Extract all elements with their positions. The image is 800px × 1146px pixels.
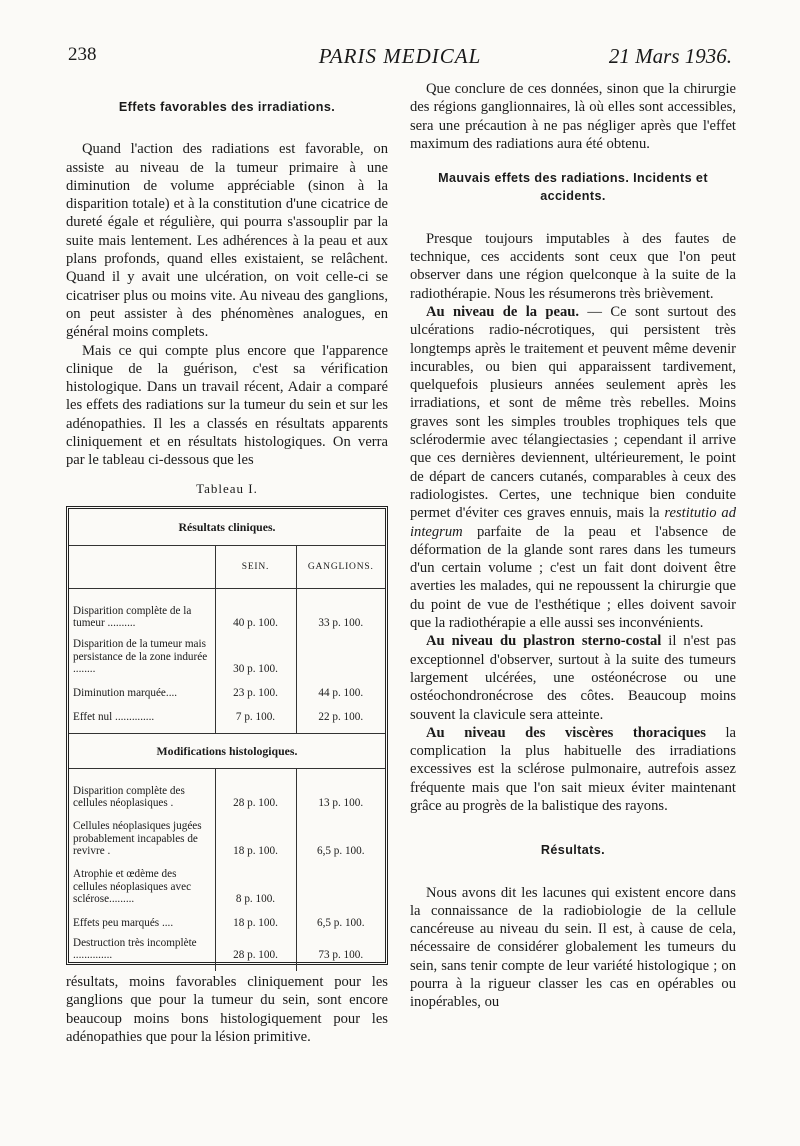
table-row: Cellules néoplasiques jugées probablement incapables de revivre . 18 p. 100. 6,5 p. 100. xyxy=(69,809,385,857)
section-title-bad-effects: Mauvais effets des radiations. Incidents et accidents. xyxy=(438,171,708,204)
issue-date: 21 Mars 1936. xyxy=(608,44,732,68)
subheading-skin: Au niveau de la peau. xyxy=(426,303,580,320)
paragraph: Quand l'action des radiations est favorable, on assiste au niveau de la tumeur primaire à une diminution de volume appréciable (sinon à la disparition totale) et à la constitution d'une cicatrice de dureté égale et régulière, qui pourra s'assouplir par la suite mais lentement. Les adhérences à la peau et aux plans profonds, quand elles existaient, se relâchent. Quand il y avait une ulcération, on voit celle-ci se cicatriser plus ou moins vite. Au niveau des ganglions, on peut assister à des phénomènes analogues, en général moins complets. xyxy=(66,141,388,341)
table-row: Effets peu marqués .... 18 p. 100. 6,5 p. 100. xyxy=(69,905,385,929)
table-row: Disparition complète de la tumeur .......... 40 p. 100. 33 p. 100. xyxy=(69,599,385,629)
table-caption: Tableau I. xyxy=(196,480,258,496)
results-table xyxy=(66,506,388,965)
table-row: Diminution marquée.... 23 p. 100. 44 p. 100. xyxy=(69,675,385,699)
table-row: Disparition complète des cellules néoplasiques . 28 p. 100. 13 p. 100. xyxy=(69,779,385,809)
latin-phrase: restitutio ad integrum xyxy=(410,505,736,540)
table-section-clinical: Résultats cliniques. xyxy=(69,509,385,546)
journal-title: PARIS MEDICAL xyxy=(318,44,482,68)
paragraph: Presque toujours imputables à des fautes de technique, ces accidents sont ceux que l'on peut observer dans une région quelconque à la suite de la radiothérapie. Nous les résumerons très brièvement. xyxy=(410,230,736,302)
paragraph: Mais ce qui compte plus encore que l'apparence clinique de la guérison, c'est sa vérification histologique. Dans un travail récent, Adair a comparé les effets des radiations sur la tumeur du sein et sur les adénopathies. Il les a classés en résultats apparents cliniquement et en résultats histologiques. On verra par le tableau ci-dessous que les xyxy=(66,342,388,469)
paragraph: Que conclure de ces données, sinon que la chirurgie des régions ganglionnaires, là où elles sont accessibles, sera une précaution à ne pas négliger après que l'effet maximum des radiations aura été obtenu. xyxy=(410,81,736,152)
table-row: Disparition de la tumeur mais persistance de la zone indurée ........ 30 p. 100. xyxy=(69,629,385,675)
subheading-sternum: Au niveau du plastron sterno-costal xyxy=(426,633,662,650)
table-row: Destruction très incomplète .............. 28 p. 100. 73 p. 100. xyxy=(69,929,385,961)
column-header-sein: SEIN. xyxy=(215,545,296,588)
section-title-results: Résultats. xyxy=(540,843,606,858)
paragraph: Nous avons dit les lacunes qui existent encore dans la connaissance de la radiobiologie de la cellule cancéreuse au niveau du sein. Il est, à cause de cela, nécessaire de considérer globalement les tumeurs du sein, sans tenir compte de leur variété histologique ; on pourra à la rigueur classer les cas en opérables ou inopérables, ou xyxy=(410,884,736,1011)
table-section-histological: Modifications histologiques. xyxy=(69,733,385,768)
table-header-blank xyxy=(69,545,215,588)
paragraph-viscera: Au niveau des viscères thoraciques la complication la plus habituelle des irradiations excessives est la sclérose pulmonaire, autrefois assez fréquente mais que l'on sait mieux éviter maintenant grâce au progrès de la balistique des rayons. xyxy=(410,724,736,814)
page-number: 238 xyxy=(68,44,97,65)
paragraph-skin: Au niveau de la peau. — Ce sont surtout des ulcérations radio-nécrotiques, qui persistent très longtemps après le traitement et peuvent même devenir incurables, ou bien qui apparaissent tardivement, quelquefois plusieurs années seulement après les irradiations, et sont de même très rebelles. Moins graves sont les simples troubles trophiques tels que sclérodermie avec télangiectasies ; cependant il arrive que ces dernières deviennent, ultérieurement, le point de départ de cancers cutanés, comparables à ceux des radiologistes. Certes, une technique bien conduite permet d'éviter ces graves ennuis, mais la restitutio ad integrum parfaite de la peau et l'absence de déformation de la glande sont rares dans les tumeurs d'un certain volume ; c'est un fait dont doivent être averties les malades, qui ne repoussent la chirurgie que du point de vue de l'esthétique ; elles doivent savoir que la radiothérapie a elle aussi ses inconvénients. xyxy=(410,303,737,632)
left-column xyxy=(66,80,388,1046)
page-header xyxy=(68,44,732,76)
paragraph: résultats, moins favorables cliniquement pour les ganglions que pour la tumeur du sein, sont encore beaucoup moins bons histologiquement pour les adénopathies que pour la lésion primitive. xyxy=(66,973,388,1045)
subheading-viscera: Au niveau des viscères thoraciques xyxy=(426,724,706,741)
paragraph-sternum: Au niveau du plastron sterno-costal il n'est pas exceptionnel d'observer, surtout à la suite des tumeurs largement ulcérées, une ostéonécrose ou une ostéochondronécrose des côtes. Beaucoup moins souvent la clavicule sera atteinte. xyxy=(410,633,737,723)
section-title-favorable-effects: Effets favorables des irradiations. xyxy=(118,100,336,114)
right-column xyxy=(410,80,736,1012)
table-row: Effet nul .............. 7 p. 100. 22 p. 100. xyxy=(69,699,385,723)
column-header-ganglions: GANGLIONS. xyxy=(296,545,385,588)
table-row: Atrophie et œdème des cellules néoplasiques avec sclérose......... 8 p. 100. xyxy=(69,857,385,905)
